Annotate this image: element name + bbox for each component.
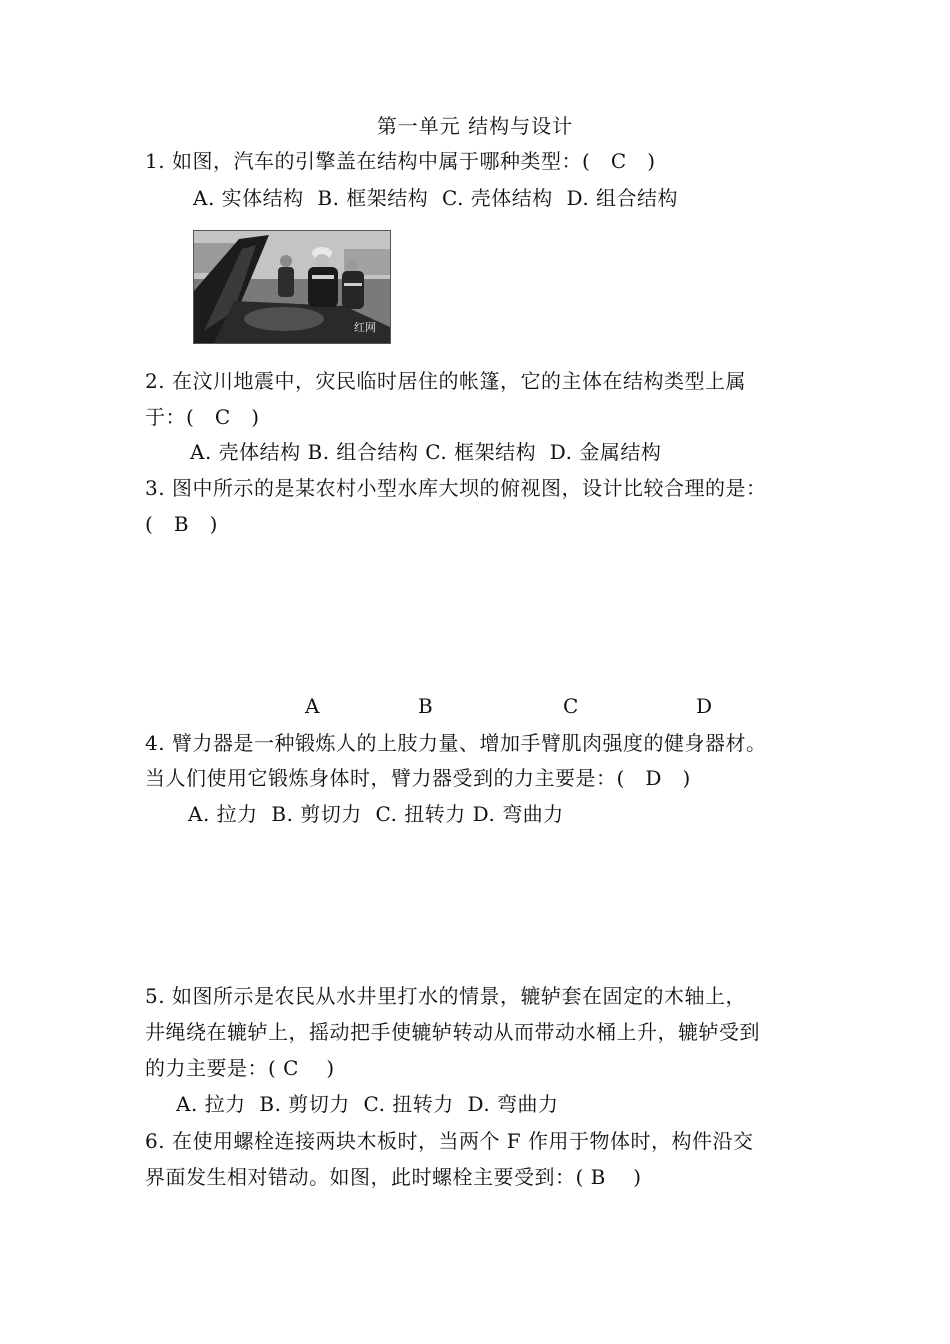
- question-4-options: A. 拉力 B. 剪切力 C. 扭转力 D. 弯曲力: [188, 802, 564, 826]
- question-3-line-1: 3. 图中所示的是某农村小型水库大坝的俯视图，设计比较合理的是：: [145, 476, 767, 500]
- question-5-options: A. 拉力 B. 剪切力 C. 扭转力 D. 弯曲力: [176, 1092, 559, 1116]
- dam-label-d: D: [696, 694, 713, 718]
- page-title: 第一单元 结构与设计: [376, 114, 574, 138]
- question-2-line-1: 2. 在汶川地震中，灾民临时居住的帐篷，它的主体在结构类型上属: [145, 369, 746, 393]
- question-6-line-2: 界面发生相对错动。如图，此时螺栓主要受到：( B ): [145, 1165, 642, 1189]
- car-hood-photo: [193, 230, 391, 344]
- question-3-line-2: ( B ): [145, 512, 218, 536]
- question-5-line-2: 井绳绕在辘轳上，摇动把手使辘轳转动从而带动水桶上升，辘轳受到: [145, 1020, 760, 1044]
- question-5-line-3: 的力主要是：( C ): [145, 1056, 335, 1080]
- question-4-line-1: 4. 臂力器是一种锻炼人的上肢力量、增加手臂肌肉强度的健身器材。: [145, 731, 767, 755]
- question-2-options: A. 壳体结构 B. 组合结构 C. 框架结构 D. 金属结构: [190, 440, 662, 464]
- dam-label-b: B: [418, 694, 433, 718]
- question-4-line-2: 当人们使用它锻炼身体时，臂力器受到的力主要是：( D ): [145, 766, 691, 790]
- dam-label-a: A: [305, 694, 320, 718]
- car-hood-illustration: [194, 231, 390, 343]
- question-5-line-1: 5. 如图所示是农民从水井里打水的情景，辘轳套在固定的木轴上，: [145, 984, 746, 1008]
- question-6-line-1: 6. 在使用螺栓连接两块木板时，当两个 F 作用于物体时，构件沿交: [145, 1129, 754, 1153]
- watermark-text: 红网: [354, 321, 376, 334]
- question-1-text: 1. 如图，汽车的引擎盖在结构中属于哪种类型：( C ): [145, 149, 656, 173]
- dam-label-c: C: [563, 694, 579, 718]
- question-2-line-2: 于：( C ): [145, 405, 260, 429]
- question-1-options: A. 实体结构 B. 框架结构 C. 壳体结构 D. 组合结构: [193, 186, 679, 210]
